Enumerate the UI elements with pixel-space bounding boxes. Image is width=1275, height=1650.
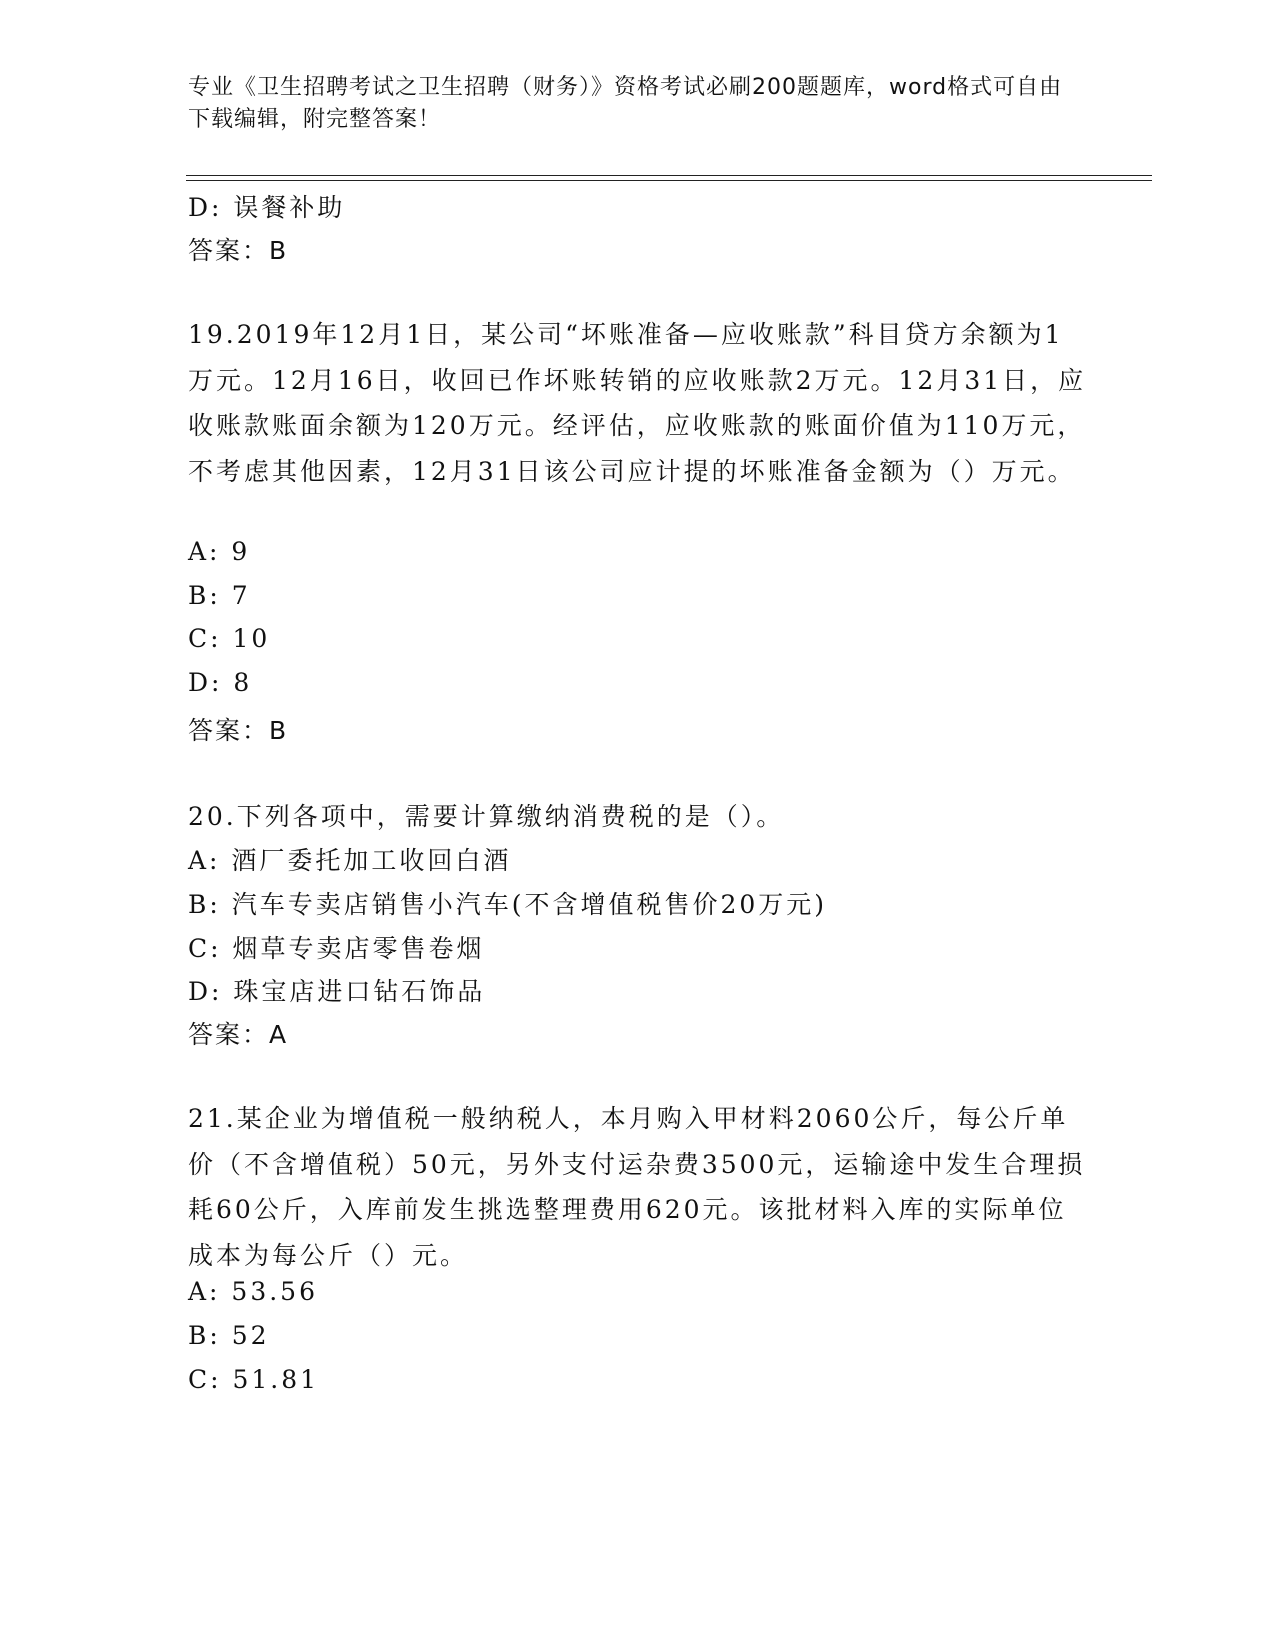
q21-option-a: A: 53.56 xyxy=(188,1277,318,1306)
q19-option-a: A: 9 xyxy=(188,537,251,566)
q20-answer: 答案：A xyxy=(188,1020,289,1049)
q20-option-a: A: 酒厂委托加工收回白酒 xyxy=(188,846,512,875)
q19-option-b: B: 7 xyxy=(188,581,251,610)
header-divider-bottom xyxy=(186,180,1152,181)
q20-option-d: D: 珠宝店进口钻石饰品 xyxy=(188,977,486,1006)
q20-option-b: B: 汽车专卖店销售小汽车(不含增值税售价20万元) xyxy=(188,890,828,919)
q21-option-c: C: 51.81 xyxy=(188,1365,320,1394)
q20-stem: 20.下列各项中，需要计算缴纳消费税的是（）。 xyxy=(188,802,785,831)
q19-option-c: C: 10 xyxy=(188,624,271,653)
q20-option-c: C: 烟草专卖店零售卷烟 xyxy=(188,934,485,963)
prev-answer: 答案：B xyxy=(188,236,289,265)
q21-option-b: B: 52 xyxy=(188,1321,270,1350)
q19-answer: 答案：B xyxy=(188,716,289,745)
prev-option-d: D: 误餐补助 xyxy=(188,193,346,222)
document-header: 专业《卫生招聘考试之卫生招聘（财务）》资格考试必刷200题题库，word格式可自由下载编辑，附完整答案！ xyxy=(188,75,1063,132)
q21-stem: 21.某企业为增值税一般纳税人，本月购入甲材料2060公斤，每公斤单价（不含增值税）50元，另外支付运杂费3500元，运输途中发生合理损耗60公斤，入库前发生挑选整理费用620元。该批材料入库的实际单位成本为每公斤（）元。 xyxy=(188,1104,1086,1270)
header-divider-top xyxy=(186,175,1152,176)
q19-stem: 19.2019年12月1日，某公司“坏账准备—应收账款”科目贷方余额为1万元。12月16日，收回已作坏账转销的应收账款2万元。12月31日，应收账款账面余额为120万元。经评估，应收账款的账面价值为110万元，不考虑其他因素，12月31日该公司应计提的坏账准备金额为（）万元。 xyxy=(188,320,1087,486)
q19-option-d: D: 8 xyxy=(188,668,253,697)
